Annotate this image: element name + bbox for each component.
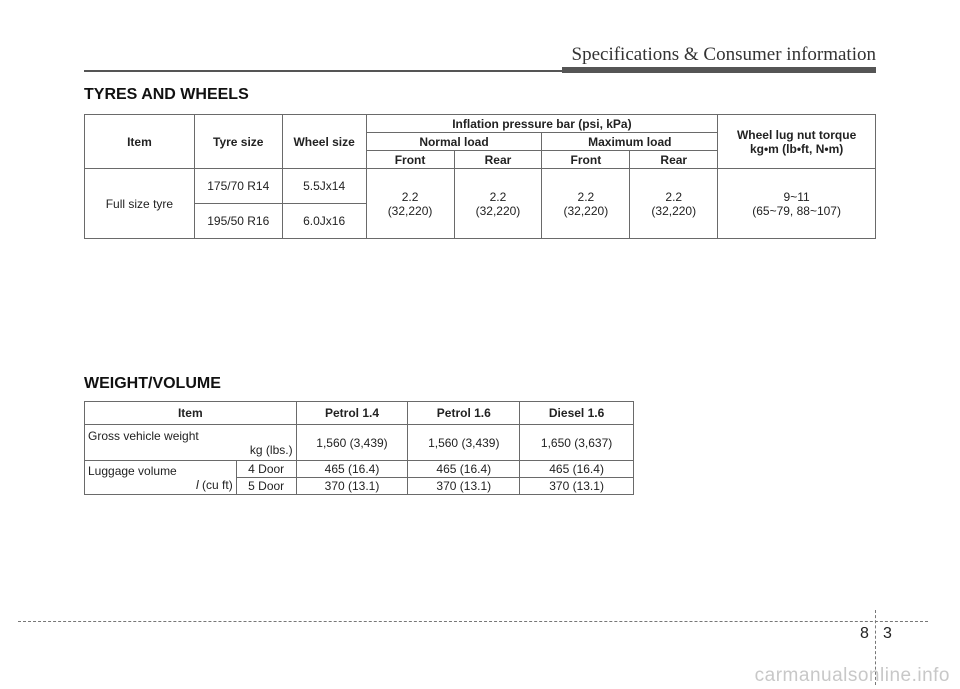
watermark: carmanualsonline.info (754, 665, 950, 686)
header-normal-load: Normal load (366, 133, 542, 151)
cell-pressure-normal-front: 2.2 (32,220) (366, 169, 454, 239)
luggage-door-5: 5 Door (236, 478, 296, 495)
footer-dashed-rule (18, 621, 928, 622)
weight-header-petrol-14: Petrol 1.4 (296, 402, 408, 425)
header-rule-bar (562, 67, 876, 73)
header-rule (84, 70, 562, 72)
luggage-4door-petrol-16: 465 (16.4) (408, 461, 520, 478)
header-max-rear: Rear (630, 151, 718, 169)
luggage-volume-label: Luggage volume l (cu ft) (85, 461, 237, 495)
cell-wheel-size-1: 5.5Jx14 (282, 169, 366, 204)
gross-weight-petrol-14: 1,560 (3,439) (296, 425, 408, 461)
section-title-weight: WEIGHT/VOLUME (84, 375, 221, 392)
header-torque (718, 115, 876, 169)
header-torque-line1: Wheel lug nut torque (736, 127, 857, 142)
header-item: Item (85, 115, 195, 169)
gross-weight-label: Gross vehicle weight kg (lbs.) (85, 425, 297, 461)
gross-weight-petrol-16: 1,560 (3,439) (408, 425, 520, 461)
header-torque-line2: kg•m (lb•ft, N•m) (749, 141, 844, 156)
cell-pressure-max-rear: 2.2 (32,220) (630, 169, 718, 239)
luggage-volume-unit: l (cu ft) (196, 477, 233, 492)
header-inflation: Inflation pressure bar (psi, kPa) (366, 115, 718, 133)
luggage-4door-petrol-14: 465 (16.4) (296, 461, 408, 478)
cell-item: Full size tyre (85, 169, 195, 239)
cell-tyre-size-1: 175/70 R14 (194, 169, 282, 204)
gross-weight-unit: kg (lbs.) (249, 442, 293, 457)
header-title: Specifications & Consumer information (571, 44, 876, 65)
cell-tyre-size-2: 195/50 R16 (194, 204, 282, 239)
luggage-4door-diesel-16: 465 (16.4) (520, 461, 634, 478)
weight-header-diesel-16: Diesel 1.6 (520, 402, 634, 425)
tyres-table (84, 114, 876, 239)
header-maximum-load: Maximum load (542, 133, 718, 151)
gross-weight-diesel-16: 1,650 (3,637) (520, 425, 634, 461)
page-number: 3 (883, 625, 892, 642)
luggage-5door-petrol-14: 370 (13.1) (296, 478, 408, 495)
cell-torque: 9~11 (65~79, 88~107) (718, 169, 876, 239)
weight-header-item: Item (85, 402, 297, 425)
chapter-number: 8 (860, 625, 869, 642)
section-title-tyres: TYRES AND WHEELS (84, 86, 249, 103)
luggage-5door-petrol-16: 370 (13.1) (408, 478, 520, 495)
header-tyre-size: Tyre size (194, 115, 282, 169)
cell-wheel-size-2: 6.0Jx16 (282, 204, 366, 239)
weight-header-petrol-16: Petrol 1.6 (408, 402, 520, 425)
weight-table (84, 401, 634, 495)
luggage-door-4: 4 Door (236, 461, 296, 478)
header-normal-rear: Rear (454, 151, 542, 169)
header-max-front: Front (542, 151, 630, 169)
cell-pressure-max-front: 2.2 (32,220) (542, 169, 630, 239)
header-normal-front: Front (366, 151, 454, 169)
cell-pressure-normal-rear: 2.2 (32,220) (454, 169, 542, 239)
header-wheel-size: Wheel size (282, 115, 366, 169)
luggage-5door-diesel-16: 370 (13.1) (520, 478, 634, 495)
